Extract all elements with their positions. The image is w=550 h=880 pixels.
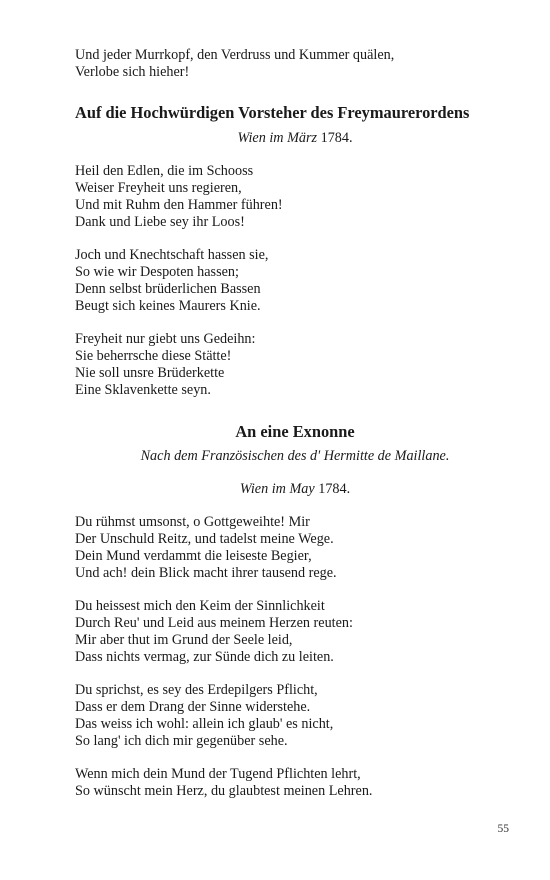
verse-line: Mir aber thut im Grund der Seele leid, [75, 632, 293, 648]
dateline-place: Wien im März [237, 130, 318, 146]
poem-dateline [75, 130, 515, 147]
page-number: 55 [497, 823, 509, 835]
verse-line: Eine Sklavenkette seyn. [75, 382, 211, 398]
verse-line: So wie wir Despoten hassen; [75, 264, 239, 280]
poem-title: An eine Exnonne [235, 422, 355, 441]
verse-line: Das weiss ich wohl: allein ich glaub' es nicht, [75, 716, 334, 732]
verse-line: Und ach! dein Blick macht ihrer tausend rege. [75, 565, 337, 581]
stanza [75, 514, 515, 582]
page-content [75, 47, 515, 816]
verse-line: Heil den Edlen, die im Schooss [75, 163, 254, 179]
stanza [75, 766, 515, 800]
verse-line: Du sprichst, es sey des Erdepilgers Pflicht, [75, 682, 318, 698]
stanza [75, 247, 515, 315]
poem-subtitle: Nach dem Französischen des d' Hermitte de Maillane. [140, 448, 450, 464]
verse-line: Weiser Freyheit uns regieren, [75, 180, 242, 196]
dateline-year: 1784. [317, 130, 353, 146]
verse-line: Sie beherrsche diese Stätte! [75, 348, 232, 364]
verse-line: Der Unschuld Reitz, und tadelst meine Wege. [75, 531, 334, 547]
verse-line: Dass er dem Drang der Sinne widerstehe. [75, 699, 311, 715]
verse-line: Wenn mich dein Mund der Tugend Pflichten lehrt, [75, 766, 361, 782]
verse-line: So wünscht mein Herz, du glaubtest meinen Lehren. [75, 783, 373, 799]
verse-line: Beugt sich keines Maurers Knie. [75, 298, 261, 314]
verse-line: Dein Mund verdammt die leiseste Begier, [75, 548, 312, 564]
verse-line: Und jeder Murrkopf, den Verdruss und Kummer quälen, [75, 47, 395, 63]
dateline-year: 1784. [314, 481, 351, 497]
verse-line: Du rühmst umsonst, o Gottgeweihte! Mir [75, 514, 310, 530]
dateline-place: Wien im May [239, 481, 315, 497]
verse-line: Du heissest mich den Keim der Sinnlichkeit [75, 598, 325, 614]
verse-line: Verlobe sich hieher! [75, 64, 190, 80]
verse-line: Nie soll unsre Brüderkette [75, 365, 225, 381]
verse-line: Freyheit nur giebt uns Gedeihn: [75, 331, 256, 347]
verse-line: Durch Reu' und Leid aus meinem Herzen reuten: [75, 615, 353, 631]
poem-dateline [75, 481, 515, 498]
verse-line: Denn selbst brüderlichen Bassen [75, 281, 261, 297]
verse-line: Dank und Liebe sey ihr Loos! [75, 214, 245, 230]
poem-title: Auf die Hochwürdigen Vorsteher des Freymaurerordens [75, 103, 470, 122]
intro-stanza [75, 47, 515, 81]
verse-line: Joch und Knechtschaft hassen sie, [75, 247, 269, 263]
verse-line: So lang' ich dich mir gegenüber sehe. [75, 733, 288, 749]
verse-line: Und mit Ruhm den Hammer führen! [75, 197, 283, 213]
stanza [75, 163, 515, 231]
stanza [75, 331, 515, 399]
verse-line: Dass nichts vermag, zur Sünde dich zu leiten. [75, 649, 334, 665]
stanza [75, 598, 515, 666]
stanza [75, 682, 515, 750]
